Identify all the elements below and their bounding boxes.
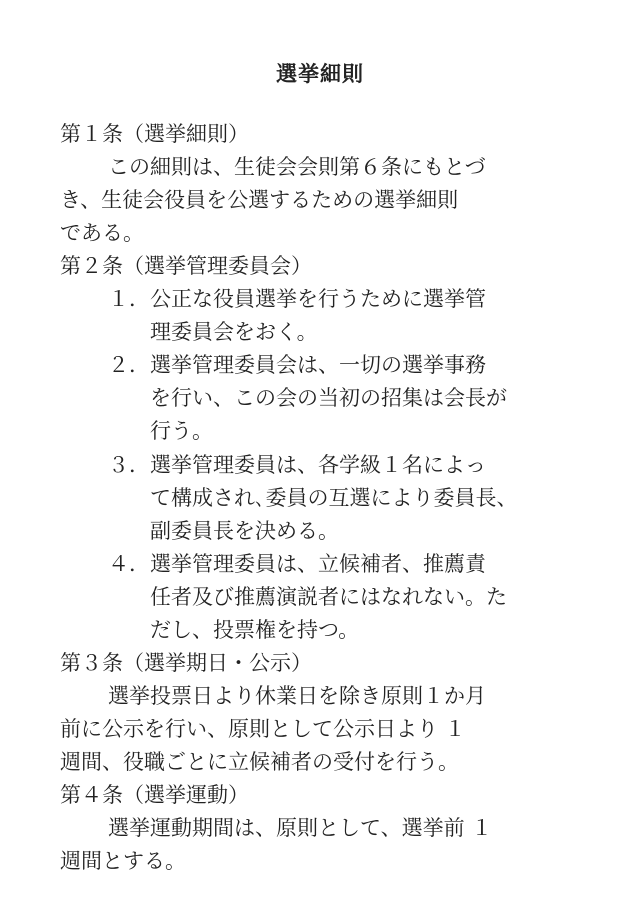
document-title: 選挙細則	[276, 61, 364, 86]
article-2-item-2-line: ２．選挙管理委員会は、一切の選挙事務	[108, 353, 486, 377]
article-1-heading: 第１条（選挙細則）	[60, 122, 249, 146]
article-4-heading: 第４条（選挙運動）	[60, 783, 249, 807]
article-2-item-2-line: を行い、この会の当初の招集は会長が	[150, 386, 507, 410]
article-4-line: 選挙運動期間は、原則として、選挙前 １	[108, 816, 493, 840]
article-1-line: である。	[60, 221, 144, 245]
article-2-item-3-line: て構成され､委員の互選により委員長、	[150, 486, 518, 510]
article-2-item-4-line: ４．選挙管理委員は、立候補者、推薦責	[108, 552, 486, 576]
article-3-line: 選挙投票日より休業日を除き原則１か月	[108, 684, 486, 708]
article-2-item-4-line: 任者及び推薦演説者にはなれない。た	[150, 585, 507, 609]
article-3-heading: 第３条（選挙期日・公示）	[60, 651, 312, 675]
article-1-line: この細則は、生徒会会則第６条にもとづ	[108, 155, 486, 179]
article-2-heading: 第２条（選挙管理委員会）	[60, 254, 312, 278]
article-3-line: 週間、役職ごとに立候補者の受付を行う。	[60, 750, 459, 774]
article-2-item-4-line: だし、投票権を持つ。	[150, 618, 360, 642]
article-2-item-3-line: ３．選挙管理委員は、各学級１名によっ	[108, 453, 486, 477]
article-2-item-1-line: 理委員会をおく。	[150, 320, 318, 344]
article-1-line: き、生徒会役員を公選するための選挙細則	[60, 188, 459, 212]
article-4-line: 週間とする。	[60, 849, 186, 873]
article-2-item-2-line: 行う。	[150, 419, 213, 443]
article-2-item-1-line: １．公正な役員選挙を行うために選挙管	[108, 287, 486, 311]
article-3-line: 前に公示を行い、原則として公示日より １	[60, 717, 466, 741]
article-2-item-3-line: 副委員長を決める。	[150, 519, 339, 543]
